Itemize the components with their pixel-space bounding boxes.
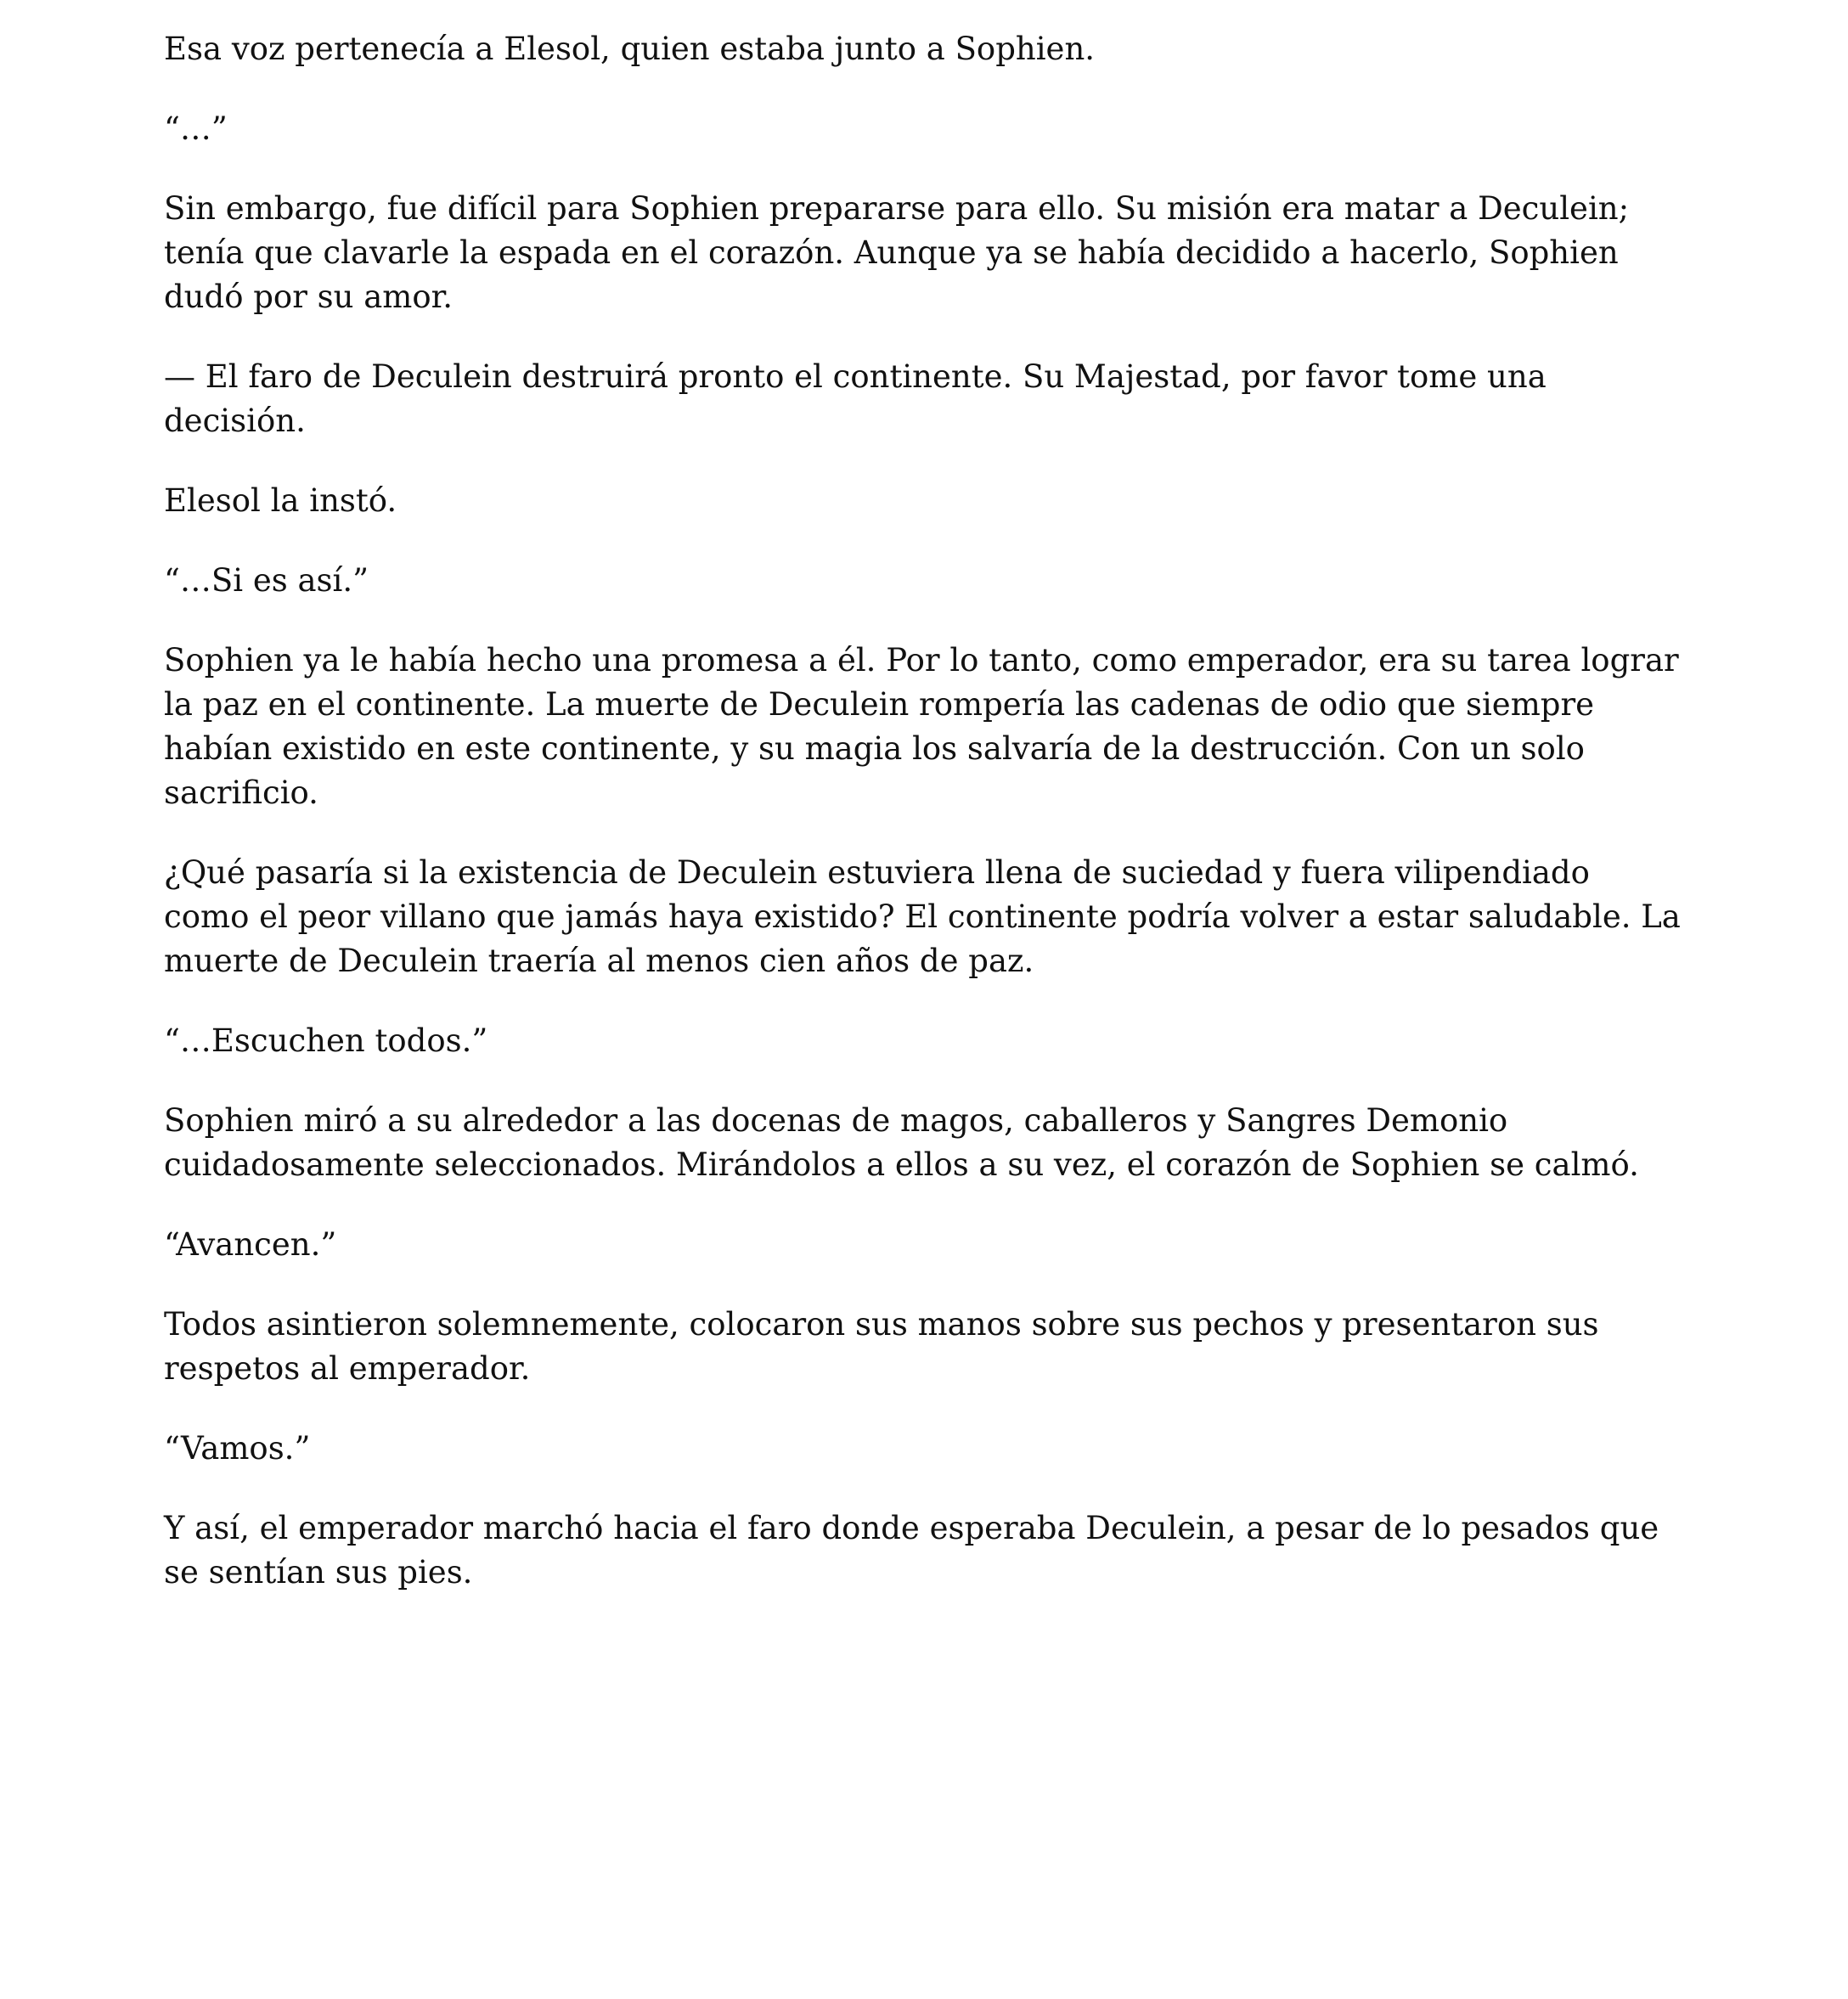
paragraph-4: — El faro de Deculein destruirá pronto el continente. Su Majestad, por favor tome una decisión. [164, 358, 1547, 439]
paragraph-5: Elesol la instó. [164, 482, 397, 519]
document-body [164, 27, 1684, 1630]
paragraph-11: “Avancen.” [164, 1226, 337, 1263]
paragraph-13: “Vamos.” [164, 1430, 311, 1467]
paragraph-1: Esa voz pertenecía a Elesol, quien estaba junto a Sophien. [164, 31, 1096, 67]
paragraph-2: “…” [164, 110, 228, 147]
paragraph-3: Sin embargo, fue difícil para Sophien prepararse para ello. Su misión era matar a Deculein; tenía que clavarle la espada en el corazón. Aunque ya se había decidido a hacerlo, Sophien dudó por su amor. [164, 190, 1630, 315]
paragraph-7: Sophien ya le había hecho una promesa a él. Por lo tanto, como emperador, era su tarea lograr la paz en el continente. La muerte de Deculein rompería las cadenas de odio que siempre habían existido en este continente, y su magia los salvaría de la destrucción. Con un solo sacrificio. [164, 642, 1679, 811]
paragraph-8: ¿Qué pasaría si la existencia de Deculein estuviera llena de suciedad y fuera vilipendiado como el peor villano que jamás haya existido? El continente podría volver a estar saludable. La muerte de Deculein traería al menos cien años de paz. [164, 854, 1681, 979]
paragraph-6: “…Si es así.” [164, 562, 369, 599]
paragraph-9: “…Escuchen todos.” [164, 1022, 488, 1059]
paragraph-14: Y así, el emperador marchó hacia el faro donde esperaba Deculein, a pesar de lo pesados que se sentían sus pies. [164, 1510, 1659, 1591]
paragraph-12: Todos asintieron solemnemente, colocaron sus manos sobre sus pechos y presentaron sus respetos al emperador. [164, 1306, 1599, 1387]
paragraph-10: Sophien miró a su alrededor a las docenas de magos, caballeros y Sangres Demonio cuidadosamente seleccionados. Mirándolos a ellos a su vez, el corazón de Sophien se calmó. [164, 1102, 1639, 1183]
